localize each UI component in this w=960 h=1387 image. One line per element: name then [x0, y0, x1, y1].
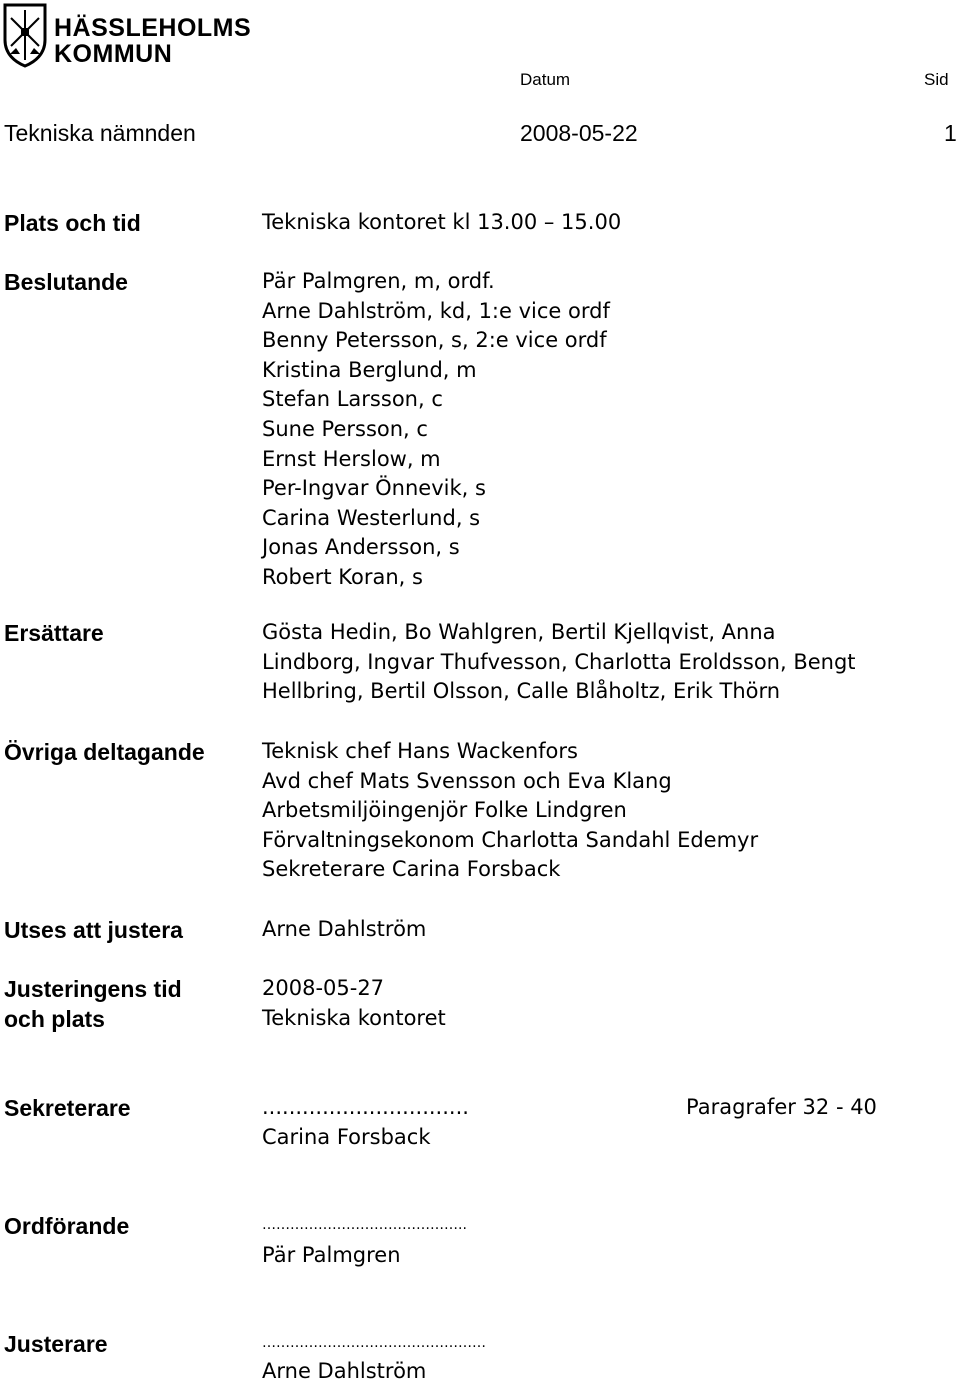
ovriga-line: Arbetsmiljöingenjör Folke Lindgren — [262, 798, 627, 823]
ersattare-line: Hellbring, Bertil Olsson, Calle Blåholtz, Erik Thörn — [262, 679, 781, 704]
plats-label: Plats och tid — [4, 210, 141, 236]
member-line: Robert Koran, s — [262, 564, 423, 589]
member-line: Pär Palmgren, m, ordf. — [262, 269, 495, 293]
coat-of-arms-icon — [2, 2, 48, 68]
ordforande-name: Pär Palmgren — [262, 1243, 401, 1267]
page-number: 1 — [944, 120, 957, 146]
ovriga-line: Avd chef Mats Svensson och Eva Klang — [262, 768, 672, 793]
member-line: Jonas Andersson, s — [262, 535, 460, 560]
utses-value: Arne Dahlström — [262, 917, 427, 941]
logo-text-line2: KOMMUN — [54, 40, 173, 68]
plats-value: Tekniska kontoret kl 13.00 – 15.00 — [262, 210, 622, 234]
ordforande-label: Ordförande — [4, 1213, 130, 1239]
sid-label: Sid — [924, 70, 949, 89]
member-line: Per-Ingvar Önnevik, s — [262, 476, 486, 501]
sekreterare-label: Sekreterare — [4, 1095, 131, 1121]
ordforande-signature-line: …………………………………….. — [262, 1217, 467, 1233]
logo-text-line1: HÄSSLEHOLMS — [54, 14, 252, 42]
member-line: Kristina Berglund, m — [262, 357, 477, 382]
ovriga-line: Teknisk chef Hans Wackenfors — [262, 739, 578, 763]
member-line: Arne Dahlström, kd, 1:e vice ordf — [262, 298, 610, 323]
justering-place: Tekniska kontoret — [262, 1006, 446, 1030]
ovriga-list — [262, 737, 758, 885]
ersattare-line: Lindborg, Ingvar Thufvesson, Charlotta Eroldsson, Bengt — [262, 649, 856, 674]
ovriga-label: Övriga deltagande — [4, 739, 205, 765]
ersattare-line: Gösta Hedin, Bo Wahlgren, Bertil Kjellqvist, Anna — [262, 620, 776, 644]
justerare-name: Arne Dahlström — [262, 1359, 427, 1383]
member-line: Stefan Larsson, c — [262, 387, 443, 412]
ersattare-label: Ersättare — [4, 620, 104, 646]
justerare-signature-line: ………………………………………… — [262, 1335, 486, 1351]
beslutande-list — [262, 267, 610, 593]
datum-label: Datum — [520, 70, 571, 89]
member-line: Carina Westerlund, s — [262, 505, 481, 530]
ovriga-line: Förvaltningsekonom Charlotta Sandahl Edemyr — [262, 827, 759, 852]
municipality-logo — [2, 2, 252, 72]
justerare-label: Justerare — [4, 1331, 108, 1357]
organ-title: Tekniska nämnden — [4, 120, 196, 146]
sekreterare-signature-line: ............................... — [262, 1095, 469, 1119]
justering-label-line2: och plats — [4, 1006, 105, 1032]
ovriga-line: Sekreterare Carina Forsback — [262, 857, 561, 882]
member-line: Sune Persson, c — [262, 416, 428, 441]
member-line: Ernst Herslow, m — [262, 446, 441, 471]
meeting-date: 2008-05-22 — [520, 120, 638, 146]
ersattare-list — [262, 618, 856, 707]
sekreterare-name: Carina Forsback — [262, 1125, 431, 1149]
utses-label: Utses att justera — [4, 917, 183, 943]
member-line: Benny Petersson, s, 2:e vice ordf — [262, 328, 607, 353]
justering-label-line1: Justeringens tid — [4, 976, 182, 1002]
beslutande-label: Beslutande — [4, 269, 128, 295]
justering-date: 2008-05-27 — [262, 976, 385, 1000]
paragrafer-text: Paragrafer 32 - 40 — [686, 1095, 877, 1119]
